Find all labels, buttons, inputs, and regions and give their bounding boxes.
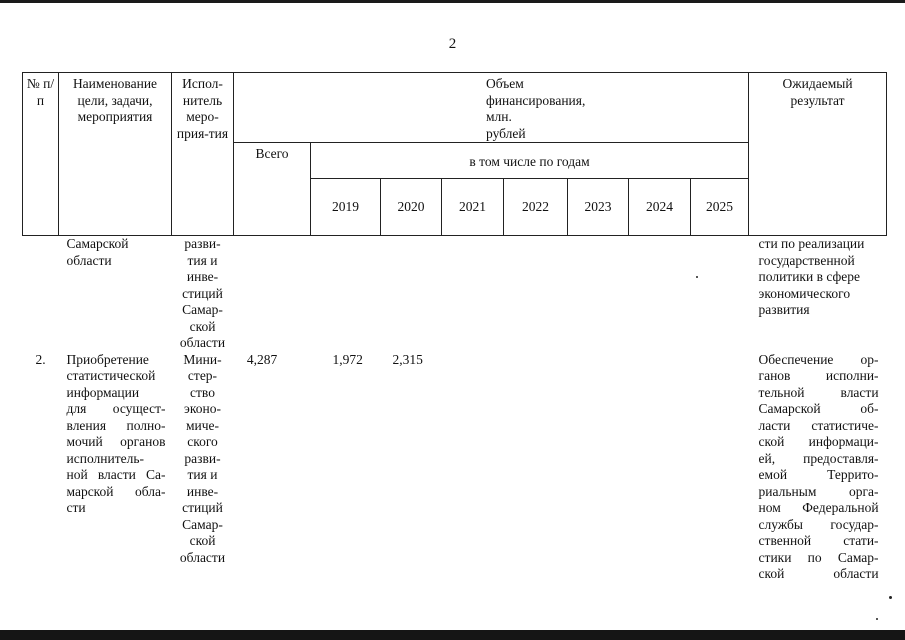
text-line: инве-: [186, 269, 219, 284]
text-line: Обеспечение ор-: [758, 351, 879, 367]
cell-total: 4,287: [246, 351, 278, 367]
cell-2022: [504, 352, 568, 583]
cell-name: [59, 352, 172, 583]
header-year-2023: 2023: [568, 179, 629, 236]
header-year-2021: 2021: [442, 179, 504, 236]
header-total: Всего: [234, 143, 311, 236]
header-year-2024: 2024: [629, 179, 691, 236]
text-line: стер-: [187, 368, 218, 383]
text-line: разви-: [184, 236, 221, 251]
text-line: информации: [66, 384, 140, 400]
text-line: Мини-: [183, 351, 222, 367]
scan-speck: [876, 618, 878, 620]
cell-2023: [568, 352, 629, 583]
cell-2024: [629, 352, 691, 583]
text-line: ганов исполни-: [758, 368, 879, 383]
cell-executor: [172, 352, 234, 583]
text-line: государственной: [758, 252, 855, 268]
scan-speck: [889, 596, 892, 599]
header-financing: [234, 73, 749, 143]
cell-2025: [691, 352, 749, 583]
cell-num: [23, 236, 59, 352]
header-financing-label: Объем финансирования, млн. рублей: [486, 76, 586, 141]
text-line: мочий органов: [66, 434, 166, 449]
cell-2020: 2,315: [392, 351, 423, 367]
cell-result: [749, 352, 887, 583]
text-line: развития: [758, 302, 810, 317]
cell-2021: [442, 352, 504, 583]
text-line: Самар-: [182, 516, 223, 532]
text-line: ей, предоставля-: [758, 450, 879, 466]
table-row: [23, 352, 887, 583]
cell-2019: 1,972: [332, 351, 363, 367]
text-line: Приобретение: [66, 351, 149, 367]
text-line: сти: [66, 500, 86, 515]
text-line: статистической: [66, 368, 156, 383]
scan-speck: [696, 276, 698, 278]
text-line: ной власти Са-: [66, 467, 166, 482]
header-executor: Испол-нитель меро-прия-тия: [172, 73, 234, 236]
text-line: вления полно-: [66, 417, 166, 433]
text-line: стики по Самар-: [758, 549, 879, 565]
header-by-years: в том числе по годам: [311, 143, 749, 179]
page-number: 2: [448, 36, 457, 52]
text-line: ской: [189, 533, 216, 548]
header-year-2020: 2020: [381, 179, 442, 236]
bottom-rule: [0, 630, 905, 640]
table-row-continued: [23, 236, 887, 352]
text-line: области: [66, 252, 112, 268]
header-name: Наименование цели, задачи, мероприятия: [59, 73, 172, 236]
text-line: ской информаци-: [758, 434, 879, 449]
header-year-2019: 2019: [311, 179, 381, 236]
text-line: ство: [190, 384, 215, 400]
text-line: разви-: [184, 450, 221, 466]
text-line: ской: [189, 318, 216, 334]
text-line: стиций: [182, 500, 223, 515]
text-line: Самар-: [182, 302, 223, 317]
text-line: ского: [187, 434, 218, 449]
cell-result: [749, 236, 887, 352]
text-line: тельной власти: [758, 384, 879, 400]
text-line: сти по реализации: [758, 236, 865, 251]
text-line: тия и: [187, 252, 218, 268]
header-result: Ожидаемый результат: [749, 73, 887, 236]
text-line: ственной стати-: [758, 533, 879, 548]
header-year-2022: 2022: [504, 179, 568, 236]
financing-table: [22, 72, 887, 583]
text-line: тия и: [187, 467, 218, 482]
text-line: ном Федеральной: [758, 500, 879, 515]
top-rule: [0, 0, 905, 3]
text-line: службы государ-: [758, 516, 879, 532]
text-line: ласти статистиче-: [758, 417, 879, 433]
cell-num: 2.: [35, 351, 46, 367]
cell-name: [59, 236, 172, 352]
text-line: риальным орга-: [758, 483, 879, 499]
text-line: стиций: [182, 285, 223, 301]
text-line: для осущест-: [66, 401, 166, 416]
cell-executor: [172, 236, 234, 352]
header-num: № п/п: [23, 73, 59, 236]
text-line: эконо-: [184, 401, 221, 416]
header-year-2025: 2025: [691, 179, 749, 236]
text-line: марской обла-: [66, 483, 166, 499]
text-line: области: [179, 549, 226, 565]
text-line: Самарской: [66, 236, 129, 251]
text-line: миче-: [185, 417, 220, 433]
text-line: Самарской об-: [758, 401, 879, 416]
text-line: инве-: [186, 483, 219, 499]
text-line: экономического: [758, 285, 851, 301]
text-line: исполнитель-: [66, 450, 144, 466]
text-line: ской области: [758, 566, 879, 581]
text-line: политики в сфере: [758, 269, 860, 284]
text-line: области: [179, 335, 226, 350]
text-line: емой Террито-: [758, 467, 879, 482]
